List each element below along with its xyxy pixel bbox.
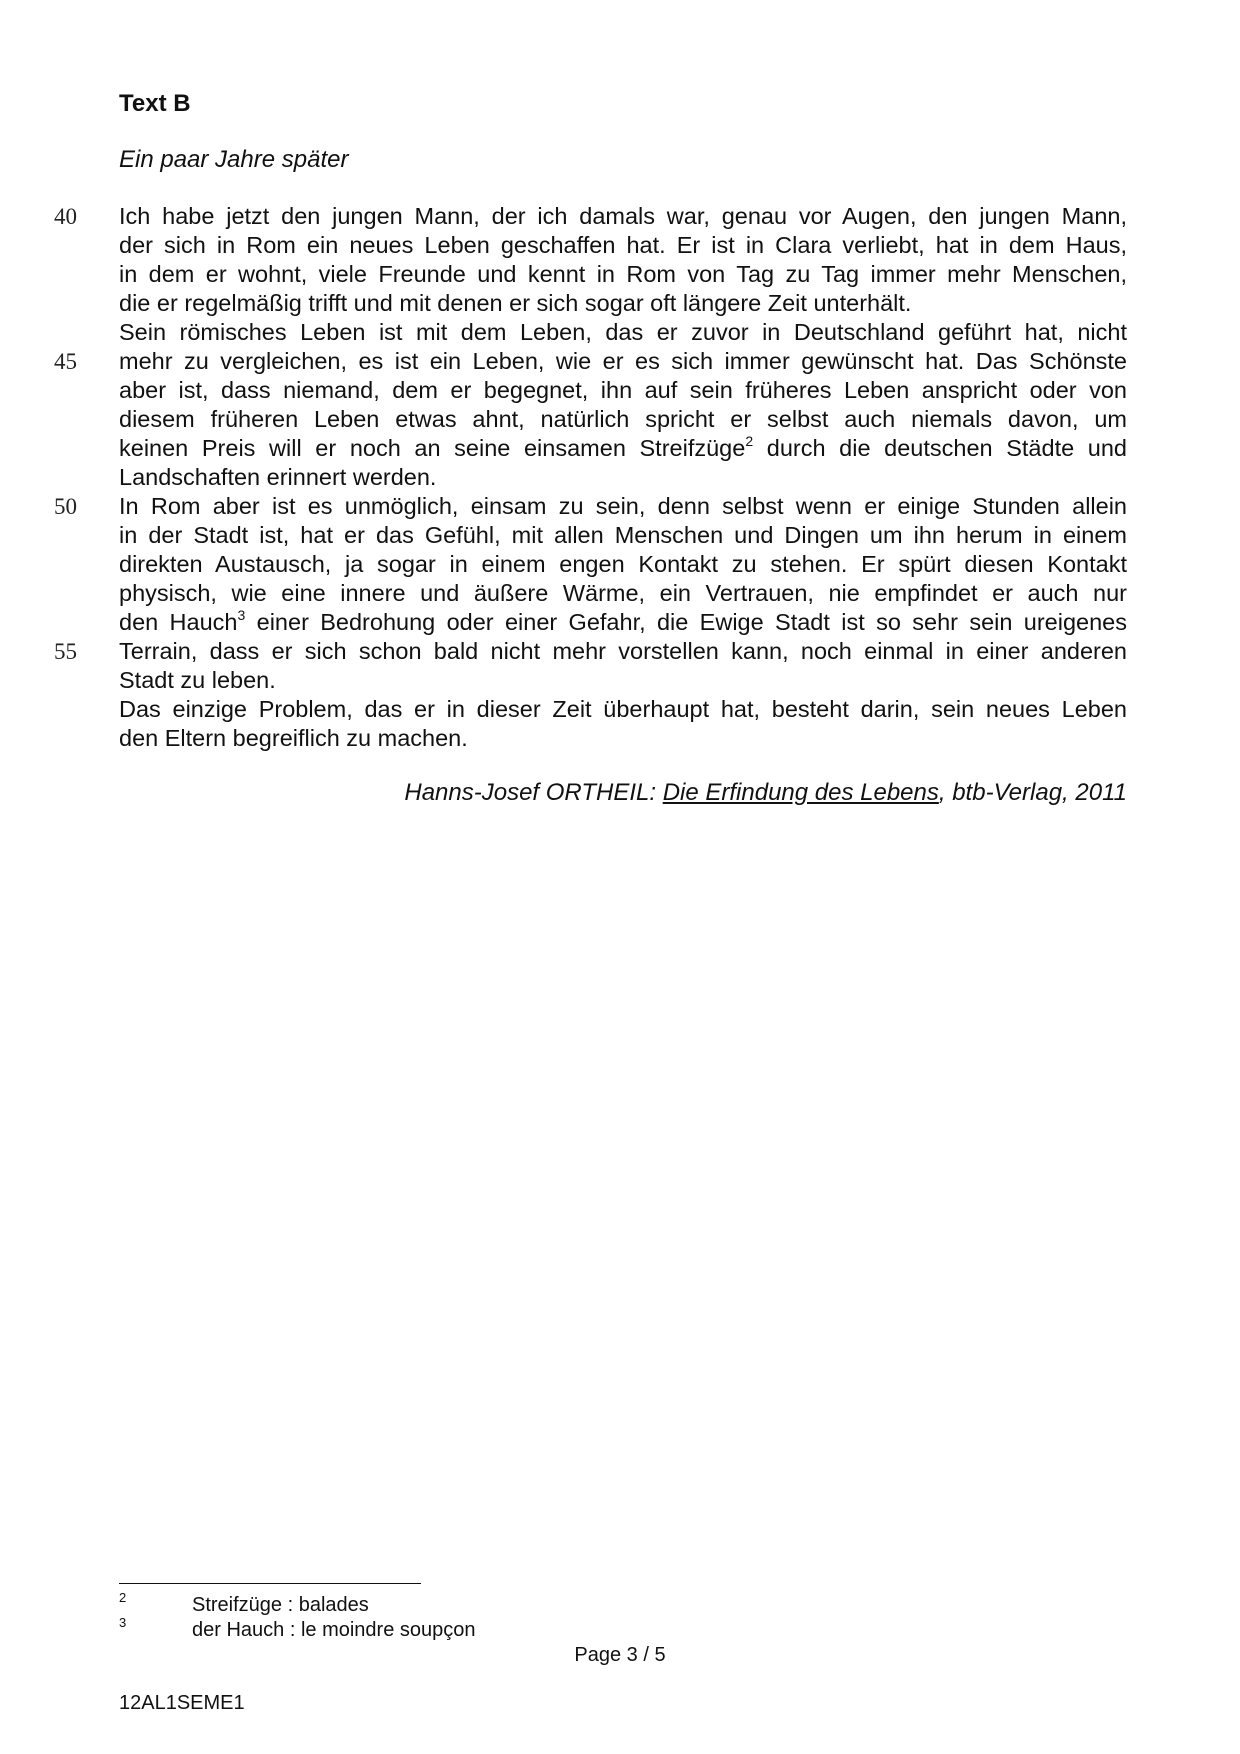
footnote-text: der Hauch : le moindre soupçon <box>192 1619 476 1641</box>
body-text <box>54 202 1128 753</box>
text-line: in dem er wohnt, viele Freunde und kennt in Rom von Tag zu Tag immer mehr Menschen, <box>119 261 1127 287</box>
line-number: 50 <box>54 494 77 519</box>
text-line: der sich in Rom ein neues Leben geschaffen hat. Er ist in Clara verliebt, hat in dem Haus, <box>119 232 1127 258</box>
text-line: direkten Austausch, ja sogar in einem engen Kontakt zu stehen. Er spürt diesen Kontakt <box>119 551 1127 577</box>
citation-author: Hanns-Josef ORTHEIL: <box>404 779 663 806</box>
source-citation <box>119 779 1127 807</box>
text-line: 50 In Rom aber ist es unmöglich, einsam zu sein, denn selbst wenn er einige Stunden allein <box>54 493 1127 519</box>
text-line: Landschaften erinnert werden. <box>119 464 437 490</box>
citation-publisher: , btb-Verlag, 2011 <box>938 779 1127 806</box>
text-line: den Hauch$^3$ einer Bedrohung oder einer Gefahr, die Ewige Stadt ist so sehr sein ureigenes <box>119 607 1127 635</box>
text-line: Das einzige Problem, das er in dieser Zeit überhaupt hat, besteht darin, sein neues Leben <box>119 696 1127 722</box>
footnote-number: 2 <box>119 1590 127 1605</box>
text-line: physisch, wie eine innere und äußere Wärme, ein Vertrauen, nie empfindet er auch nur <box>119 580 1127 606</box>
footnote-number: 3 <box>119 1615 127 1630</box>
text-line: keinen Preis will er noch an seine einsamen Streifzüge$^2$ durch die deutschen Städte und <box>119 433 1128 461</box>
line-number: 45 <box>54 349 77 374</box>
text-line: in der Stadt ist, hat er das Gefühl, mit allen Menschen und Dingen um ihn herum in einem <box>119 522 1127 548</box>
text-line: diesem früheren Leben etwas ahnt, natürlich spricht er selbst auch niemals davon, um <box>119 406 1127 432</box>
text-line: Sein römisches Leben ist mit dem Leben, das er zuvor in Deutschland geführt hat, nicht <box>119 319 1127 345</box>
page-number: Page 3 / 5 <box>574 1644 666 1666</box>
text-line: Stadt zu leben. <box>119 667 276 693</box>
text-subtitle: Ein paar Jahre später <box>119 146 349 173</box>
document-code: 12AL1SEME1 <box>119 1692 245 1714</box>
text-line: aber ist, dass niemand, dem er begegnet, ihn auf sein früheres Leben anspricht oder von <box>119 377 1127 403</box>
footnote-ref: 2 <box>745 433 754 449</box>
text-line: den Eltern begreiflich zu machen. <box>119 725 468 751</box>
text-line: die er regelmäßig trifft und mit denen er sich sogar oft längere Zeit unterhält. <box>119 290 912 316</box>
text-line: 40 Ich habe jetzt den jungen Mann, der ich damals war, genau vor Augen, den jungen Mann, <box>54 203 1127 229</box>
line-number: 40 <box>54 204 77 229</box>
footnote-divider <box>119 1583 421 1584</box>
text-line: 45 mehr zu vergleichen, es ist ein Leben, wie er es sich immer gewünscht hat. Das Schönste <box>54 348 1127 374</box>
text-line: 55 Terrain, dass er sich schon bald nicht mehr vorstellen kann, noch einmal in einer anderen <box>54 638 1127 664</box>
line-number: 55 <box>54 639 77 664</box>
citation-book-title: Die Erfindung des Lebens <box>662 779 939 806</box>
section-heading: Text B <box>119 90 191 117</box>
footnote-text: Streifzüge : balades <box>192 1594 369 1616</box>
footnote-ref: 3 <box>237 607 246 623</box>
